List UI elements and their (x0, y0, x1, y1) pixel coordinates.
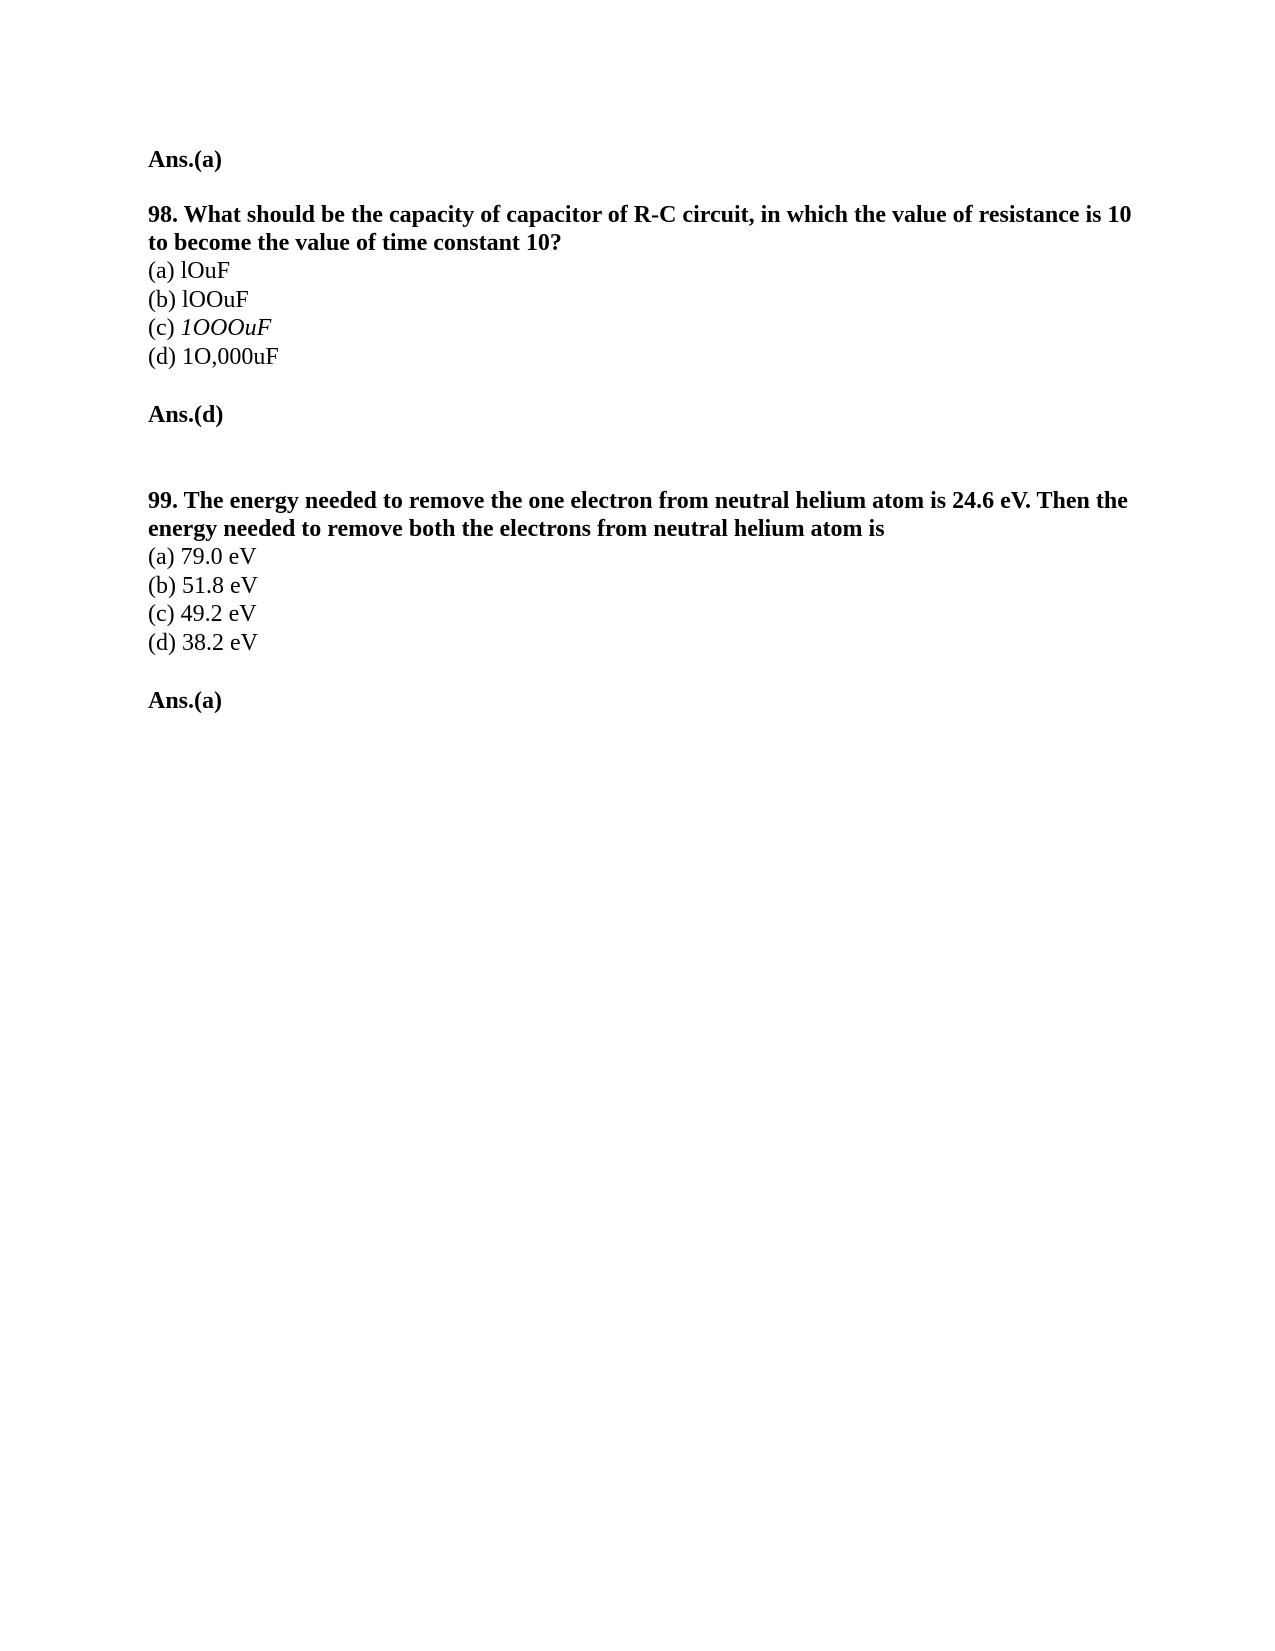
option-98-d (148, 343, 1138, 372)
option-value: lOOuF (181, 286, 249, 313)
option-label: (d) (148, 343, 182, 370)
question-98-text: 98. What should be the capacity of capacitor of R-C circuit, in which the value of resistance is 10 to become the value of time constant 10? (148, 202, 1132, 256)
document-page (148, 146, 1138, 715)
option-label: (d) (148, 629, 182, 656)
question-98-options (148, 257, 1138, 371)
option-value: 49.2 eV (180, 601, 257, 627)
question-99 (148, 487, 1138, 657)
option-98-a (148, 257, 1138, 286)
option-98-c (148, 314, 1138, 343)
option-label: (a) (148, 258, 181, 284)
answer-98: Ans.(d) (148, 402, 224, 428)
option-label: (c) (148, 315, 181, 341)
option-label: (b) (148, 286, 182, 313)
spacer (148, 174, 1138, 201)
option-value: 1OOOuF (180, 315, 272, 341)
option-value: lOuF (180, 258, 230, 284)
spacer (148, 371, 1138, 401)
option-label: (a) (148, 544, 181, 570)
option-value: 79.0 eV (180, 544, 257, 570)
option-label: (c) (148, 601, 181, 627)
option-99-d (148, 629, 1138, 658)
option-value: 1O,000uF (181, 343, 279, 370)
question-98 (148, 201, 1138, 371)
option-99-c (148, 600, 1138, 629)
option-99-b (148, 572, 1138, 601)
option-label: (b) (148, 572, 182, 599)
option-value: 38.2 eV (181, 629, 258, 656)
question-99-text: 99. The energy needed to remove the one electron from neutral helium atom is 24.6 eV. Then the energy needed to remove both the electrons from neutral helium atom is (148, 488, 1128, 542)
option-value: 51.8 eV (181, 572, 258, 599)
answer-previous: Ans.(a) (148, 147, 223, 173)
answer-99: Ans.(a) (148, 688, 223, 714)
spacer (148, 429, 1138, 487)
option-98-b (148, 286, 1138, 315)
spacer (148, 657, 1138, 687)
option-99-a (148, 543, 1138, 572)
question-99-options (148, 543, 1138, 657)
